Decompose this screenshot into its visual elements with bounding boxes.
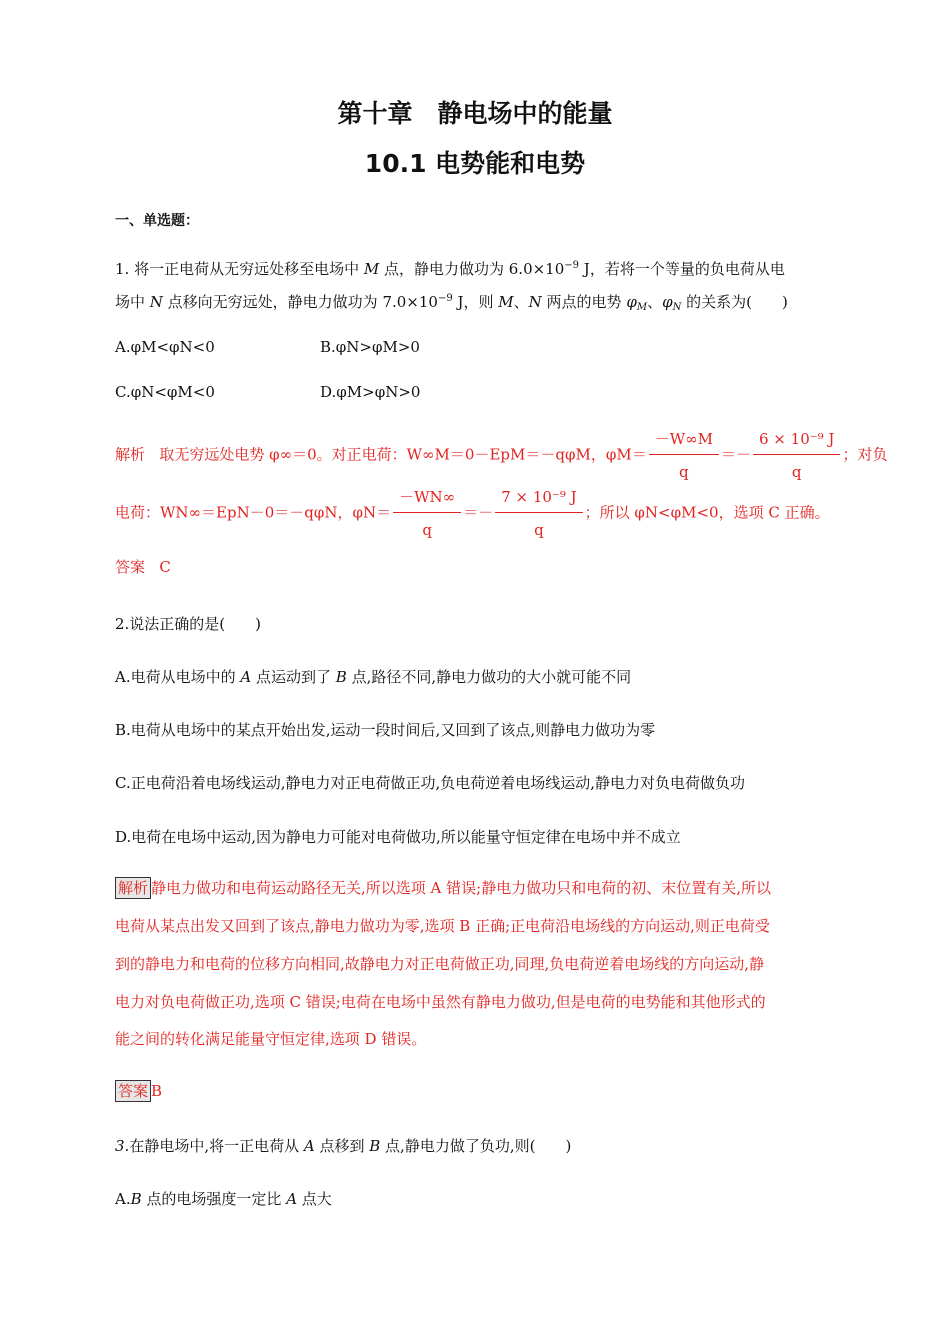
- part-heading: 一、单选题：: [115, 213, 199, 229]
- chapter-title: 第十章 静电场中的能量: [337, 99, 613, 128]
- q2-stem: 2.说法正确的是( ): [115, 615, 262, 633]
- answer-label-box: 答案: [115, 1080, 151, 1102]
- q2-option-b: B.电荷从电场中的某点开始出发,运动一段时间后,又回到了该点,则静电力做功为零: [115, 721, 656, 739]
- q2-option-d: D.电荷在电场中运动,因为静电力可能对电荷做功,所以能量守恒定律在电场中并不成立: [115, 828, 681, 846]
- q2-option-c: C.正电荷沿着电场线运动,静电力对正电荷做正功,负电荷逆着电场线运动,静电力对负电荷做负功: [115, 774, 746, 792]
- section-title: 10.1 电势能和电势: [364, 149, 586, 178]
- q1-stem-line-2: 场中 N 点移向无穷远处，静电力做功为 $7.0\times 10^{-9}$ J，则 M、N 两点的电势 $\varphi_M$、$\varphi_N$ 的关系为( ): [115, 293, 788, 313]
- q2-analysis-line-4: 电力对负电荷做正功,选项 C 错误;电荷在电场中虽然有静电力做功,但是电荷的电势能和其他形式的: [115, 993, 766, 1011]
- analysis-label: 解析: [115, 445, 146, 464]
- fraction: $\frac{\text{7 × 10⁻⁹ J}}{q}$: [495, 486, 582, 541]
- q1-option-a: A.φM<φN<0: [115, 338, 215, 356]
- q1-analysis-line-1: 解析 取无穷远处电势 φ∞＝0。对正电荷：W∞M＝0－EpM＝－qφM，φM＝ $\frac{-W\infty M}{q}$ ＝－ $\frac{\text{6 × 10⁻⁹ J}}{q}$ ；对负: [115, 430, 888, 481]
- q3-stem: 3.在静电场中,将一正电荷从 A 点移到 B 点,静电力做了负功,则( ): [115, 1137, 572, 1155]
- q1-analysis-line-2: 电荷：WN∞＝EpN－0＝－qφN，φN＝ $\frac{-WN\infty}{q}$ ＝－ $\frac{\text{7 × 10⁻⁹ J}}{q}$ ；所以 φN<φM<0，选项 C 正确。: [115, 488, 830, 539]
- q2-option-a: A.电荷从电场中的 A 点运动到了 B 点,路径不同,静电力做功的大小就可能不同: [115, 668, 632, 686]
- q2-analysis-line-1: 解析 静电力做功和电荷运动路径无关,所以选项 A 错误;静电力做功只和电荷的初、末位置有关,所以: [115, 877, 771, 899]
- fraction: $\frac{-W\infty M}{q}$: [649, 428, 719, 483]
- q2-analysis-line-2: 电荷从某点出发又回到了该点,静电力做功为零,选项 B 正确;正电荷沿电场线的方向运动,则正电荷受: [115, 917, 770, 935]
- q3-option-a: A.B 点的电场强度一定比 A 点大: [115, 1190, 332, 1208]
- q2-analysis-line-5: 能之间的转化满足能量守恒定律,选项 D 错误。: [115, 1030, 427, 1048]
- q2-answer: 答案 B: [115, 1080, 162, 1102]
- q1-answer: 答案 C: [115, 558, 171, 576]
- q2-analysis-line-3: 到的静电力和电荷的位移方向相同,故静电力对正电荷做正功,同理,负电荷逆着电场线的方向运动,静: [115, 955, 765, 973]
- analysis-label-box: 解析: [115, 877, 151, 899]
- q1-option-c: C.φN<φM<0: [115, 383, 215, 401]
- q1-stem-line-1: 1. 将一正电荷从无穷远处移至电场中 M 点，静电力做功为 $6.0\times 10^{-9}$ J，若将一个等量的负电荷从电: [115, 260, 785, 278]
- fraction: $\frac{-WN\infty}{q}$: [393, 486, 461, 541]
- fraction: $\frac{\text{6 × 10⁻⁹ J}}{q}$: [753, 428, 840, 483]
- q1-option-b: B.φN>φM>0: [320, 338, 420, 356]
- q1-option-d: D.φM>φN>0: [320, 383, 421, 401]
